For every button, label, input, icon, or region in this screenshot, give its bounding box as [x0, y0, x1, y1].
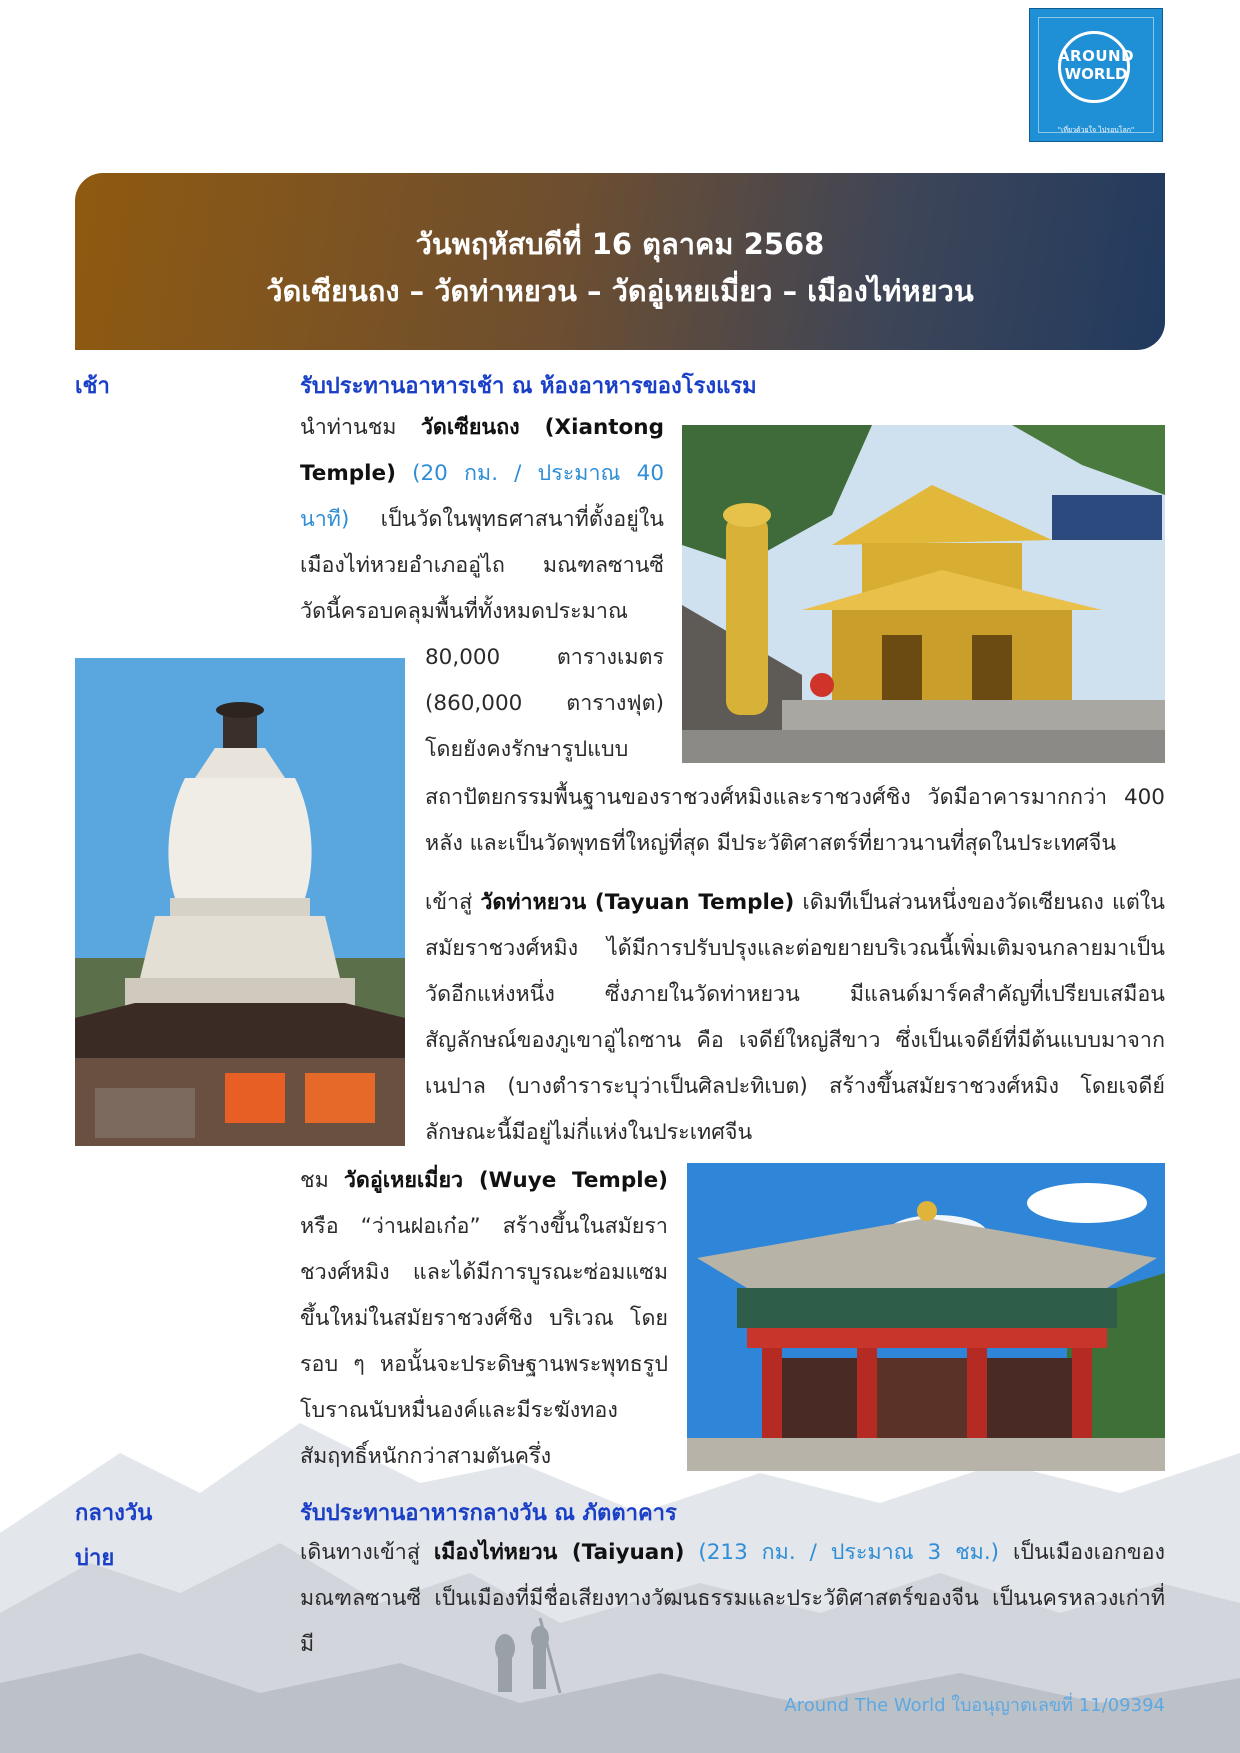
footer-license: Around The World ใบอนุญาตเลขที่ 11/09394 [784, 1695, 1165, 1716]
time-label-morning: เช้า [75, 374, 110, 399]
time-label-afternoon: บ่าย [75, 1546, 115, 1571]
logo-text-around: AROUND [1057, 47, 1135, 65]
xiantong-distance: (20 กม. / ประมาณ 40 นาที) [300, 461, 664, 532]
xiantong-temple-photo [682, 425, 1165, 763]
tayuan-white-stupa-photo [75, 658, 405, 1146]
wuye-temple-photo [687, 1163, 1165, 1471]
tayuan-temple-name: วัดท่าหยวน (Tayuan Temple) [480, 890, 795, 915]
taiyuan-distance: (213 กม. / ประมาณ 3 ชม.) [684, 1540, 1000, 1565]
taiyuan-city-name: เมืองไท่หยวน (Taiyuan) [433, 1540, 685, 1565]
time-label-noon: กลางวัน [75, 1501, 153, 1526]
day-header-banner [75, 173, 1165, 350]
logo-text-world: WORLD [1064, 65, 1128, 83]
taiyuan-body: เป็นเมืองเอกของมณฑลซานซี เป็นเมืองที่มีชื่อเสียงทางวัฒนธรรมและประวัติศาสตร์ของจีน เป็นนครหลวงเก่าที่มี [300, 1540, 1165, 1657]
day-date-title: วันพฤหัสบดีที่ 16 ตุลาคม 2568 [415, 227, 825, 261]
logo-tagline: "เที่ยวด้วยใจ ไปรอบโลก" [1057, 126, 1135, 134]
xiantong-body1: เป็นวัดในพุทธศาสนาที่ตั้งอยู่ในเมืองไท่หวยอำเภออู่ไถ มณฑลซานซี วัดนี้ครอบคลุมพื้นที่ทั้งหมดประมาณ [300, 507, 664, 624]
tayuan-paragraph [425, 880, 1165, 1156]
tayuan-body: เดิมทีเป็นส่วนหนึ่งของวัดเซียนถง แต่ในสมัยราชวงศ์หมิง ได้มีการปรับปรุงและต่อขยายบริเวณนี้เพิ่มเติมจนกลายมาเป็นวัดอีกแห่งหนึ่ง ซึ่งภายในวัดท่าหยวน มีแลนด์มาร์คสำคัญที่เปรียบเสมือนสัญลักษณ์ของภูเขาอู่ไถซาน คือ เจดีย์ใหญ่สีขาว ซึ่งเป็นเจดีย์ที่มีต้นแบบมาจากเนปาล (บางตำราระบุว่าเป็นศิลปะทิเบต) สร้างขึ้นสมัยราชวงศ์หมิง โดยเจดีย์ลักษณะนี้มีอยู่ไม่กี่แห่งในประเทศจีน [425, 890, 1166, 1145]
wuye-body: หรือ “ว่านฝอเก๋อ” สร้างขึ้นในสมัยราชวงศ์หมิง และได้มีการบูรณะซ่อมแซมขึ้นใหม่ในสมัยราชวงศ์ชิง บริเวณ โดยรอบ ๆ หอนั้นจะประดิษฐานพระพุทธรูปโบราณนับหมื่นองค์และมีระฆังทองสัมฤทธิ์หนักกว่าสามตันครึ่ง [300, 1214, 668, 1469]
wuye-paragraph [300, 1158, 668, 1480]
wuye-temple-name: วัดอู่เหยเมี่ยว (Wuye Temple) [343, 1168, 668, 1193]
xiantong-paragraph-part1 [300, 405, 664, 635]
day-route-title: วัดเซียนถง – วัดท่าหยวน – วัดอู่เหยเมี่ยว – เมืองไท่หยวน [266, 274, 974, 308]
taiyuan-paragraph [300, 1530, 1165, 1668]
wuye-intro: ชม [300, 1168, 344, 1193]
around-the-world-logo [1029, 8, 1163, 142]
tayuan-intro: เข้าสู่ [425, 890, 481, 915]
xiantong-paragraph-part3: สถาปัตยกรรมพื้นฐานของราชวงศ์หมิงและราชวงศ์ชิง วัดมีอาคารมากกว่า 400 หลัง และเป็นวัดพุทธที่ใหญ่ที่สุด มีประวัติศาสตร์ที่ยาวนานที่สุดในประเทศจีน [425, 785, 1165, 856]
xiantong-paragraph-part2: 80,000 ตารางเมตร (860,000 ตารางฟุต) โดยยังคงรักษารูปแบบ [425, 645, 664, 762]
taiyuan-intro: เดินทางเข้าสู่ [300, 1540, 434, 1565]
breakfast-text: รับประทานอาหารเช้า ณ ห้องอาหารของโรงแรม [300, 374, 757, 399]
xiantong-intro: นำท่านชม [300, 415, 421, 440]
xiantong-temple-name: วัดเซียนถง (Xiantong Temple) [300, 415, 665, 486]
lunch-text: รับประทานอาหารกลางวัน ณ ภัตตาคาร [300, 1501, 677, 1526]
